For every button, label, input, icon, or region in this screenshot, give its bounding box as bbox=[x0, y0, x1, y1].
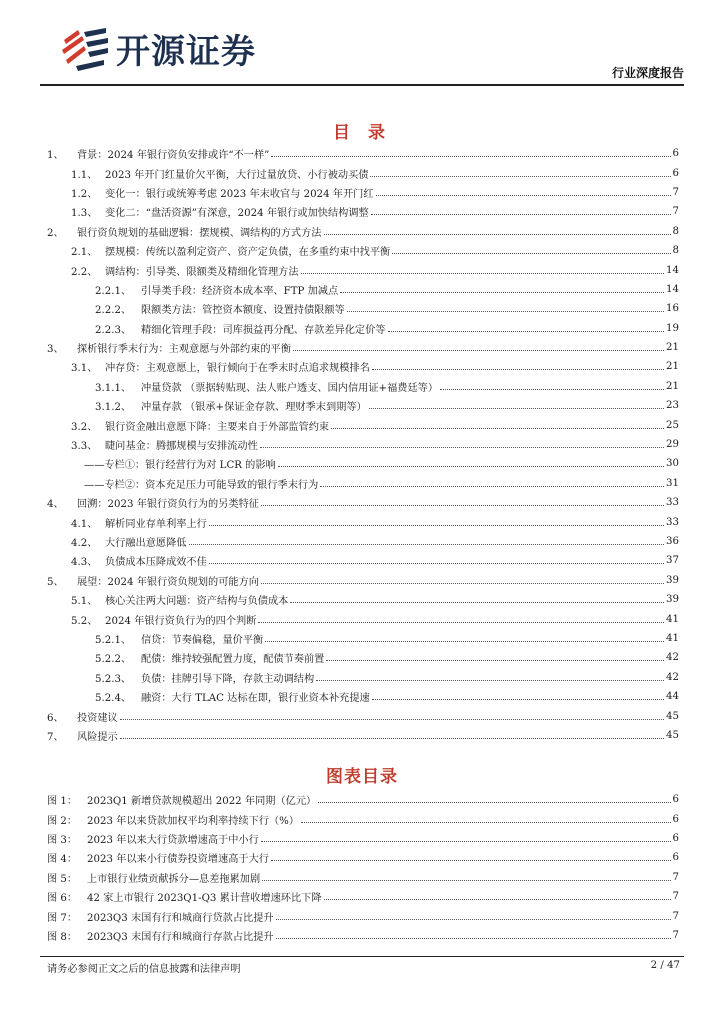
entry-number: 3.1.2、 bbox=[95, 402, 132, 414]
entry-number: 2.2.2、 bbox=[95, 305, 132, 317]
entry-label: 银行经营行为对 LCR 的影响 bbox=[145, 460, 276, 472]
toc-entry[interactable] bbox=[47, 687, 679, 706]
entry-page-number: 8 bbox=[672, 225, 679, 237]
entry-page-number: 42 bbox=[666, 652, 679, 664]
dot-leader bbox=[369, 408, 664, 409]
entry-page-number: 19 bbox=[666, 322, 679, 334]
entry-label: 银行资金融出意愿下降：主要来自于外部监管约束 bbox=[105, 421, 330, 433]
entry-label: 大行融出意愿降低 bbox=[105, 538, 187, 549]
dot-leader bbox=[392, 253, 670, 254]
toc-entry[interactable] bbox=[47, 357, 679, 376]
toc-entry[interactable] bbox=[47, 590, 679, 609]
figure-entry[interactable] bbox=[47, 906, 679, 925]
entry-page-number: 8 bbox=[672, 245, 679, 257]
entry-number: 1.3、 bbox=[71, 208, 98, 220]
toc-entry[interactable] bbox=[47, 222, 679, 241]
entry-page-number: 41 bbox=[666, 632, 679, 644]
entry-page-number: 16 bbox=[666, 303, 679, 315]
entry-number: 图 4： bbox=[47, 854, 78, 866]
entry-label: 睫问基金：腾挪规模与安排流动性 bbox=[105, 441, 258, 453]
entry-label: 融资：大行 TLAC 达标在即，银行业资本补充提速 bbox=[141, 693, 370, 705]
toc-entry[interactable] bbox=[47, 648, 679, 667]
dot-leader bbox=[278, 466, 664, 467]
figure-entry[interactable] bbox=[47, 829, 679, 848]
entry-page-number: 6 bbox=[672, 794, 679, 806]
entry-label: 2023 年开门红量价欠平衡，大行过量放贷、小行被动买债 bbox=[105, 169, 369, 181]
entry-page-number: 14 bbox=[666, 283, 679, 295]
toc-entry[interactable] bbox=[47, 706, 679, 725]
dot-leader bbox=[440, 389, 664, 390]
entry-label: 2023 年以来大行贷款增速高于中小行 bbox=[87, 834, 259, 846]
entry-page-number: 39 bbox=[666, 594, 679, 606]
entry-number: 2.2、 bbox=[71, 266, 98, 278]
toc-entry[interactable] bbox=[47, 474, 679, 493]
entry-number: 2.2.3、 bbox=[95, 324, 132, 336]
entry-number: 3.3、 bbox=[71, 441, 98, 453]
dot-leader bbox=[290, 602, 664, 603]
figure-entry[interactable] bbox=[47, 887, 679, 906]
entry-page-number: 37 bbox=[666, 555, 679, 567]
entry-page-number: 6 bbox=[672, 148, 679, 160]
brand-logo bbox=[56, 24, 256, 73]
entry-page-number: 29 bbox=[666, 439, 679, 451]
entry-page-number: 25 bbox=[666, 419, 679, 431]
dot-leader bbox=[370, 176, 670, 177]
entry-number: 5.1、 bbox=[71, 596, 98, 608]
dot-leader bbox=[265, 641, 664, 642]
entry-number: 1、 bbox=[47, 150, 64, 162]
entry-page-number: 21 bbox=[666, 380, 679, 392]
dot-leader bbox=[262, 880, 670, 881]
toc-entry[interactable] bbox=[47, 202, 679, 221]
entry-number: 4.3、 bbox=[71, 557, 98, 569]
figure-entry[interactable] bbox=[47, 848, 679, 867]
toc-entry[interactable] bbox=[47, 726, 679, 745]
entry-number: 图 7： bbox=[47, 912, 78, 924]
entry-number: 4.1、 bbox=[71, 518, 98, 530]
entry-label: 背景：2024 年银行资负安排或许“不一样” bbox=[77, 150, 270, 162]
entry-label: 2023 年以来小行债券投资增速高于大行 bbox=[87, 854, 269, 866]
entry-label: 变化二：“盘活资源”有深意，2024 年银行或加快结构调整 bbox=[105, 208, 369, 220]
dot-leader bbox=[120, 738, 664, 739]
entry-number: 图 8： bbox=[47, 931, 78, 943]
dot-leader bbox=[326, 660, 664, 661]
dot-leader bbox=[120, 719, 664, 720]
toc-entry[interactable] bbox=[47, 551, 679, 570]
entry-page-number: 6 bbox=[672, 852, 679, 864]
toc-entry[interactable] bbox=[47, 668, 679, 687]
page-header bbox=[40, 18, 684, 88]
dot-leader bbox=[324, 899, 671, 900]
dot-leader bbox=[372, 369, 664, 370]
figure-entry[interactable] bbox=[47, 790, 679, 809]
entry-label: 上市银行业绩贡献拆分—息差拖累加剧 bbox=[87, 873, 261, 885]
entry-page-number: 41 bbox=[666, 613, 679, 625]
entry-page-number: 7 bbox=[672, 910, 679, 922]
entry-page-number: 7 bbox=[672, 891, 679, 903]
dot-leader bbox=[189, 544, 665, 545]
footer-divider bbox=[40, 956, 684, 957]
dot-leader bbox=[258, 622, 664, 623]
dot-leader bbox=[261, 505, 664, 506]
dot-leader bbox=[324, 234, 671, 235]
figure-entry[interactable] bbox=[47, 926, 679, 945]
dot-leader bbox=[316, 680, 664, 681]
footer-disclaimer: 请务必参阅正文之后的信息披露和法律声明 bbox=[47, 964, 241, 975]
entry-label: 探析银行季末行为：主观意愿与外部约束的平衡 bbox=[77, 344, 291, 356]
toc-entry[interactable] bbox=[47, 396, 679, 415]
entry-page-number: 30 bbox=[666, 458, 679, 470]
toc-entry[interactable] bbox=[47, 260, 679, 279]
toc-entry[interactable] bbox=[47, 280, 679, 299]
dot-leader bbox=[209, 563, 664, 564]
entry-number: 3.1.1、 bbox=[95, 382, 132, 394]
entry-page-number: 14 bbox=[666, 264, 679, 276]
entry-label: 展望：2024 年银行资负规划的可能方向 bbox=[77, 576, 259, 588]
entry-label: 信贷：节奏偏稳，量价平衡 bbox=[141, 634, 264, 646]
entry-number: 图 2： bbox=[47, 815, 78, 827]
entry-number: 6、 bbox=[47, 712, 64, 724]
entry-label: 冲存贷：主观意愿上，银行倾向于在季末时点追求规模排名 bbox=[105, 363, 370, 375]
dot-leader bbox=[276, 938, 671, 939]
dot-leader bbox=[340, 292, 664, 293]
entry-page-number: 33 bbox=[666, 497, 679, 509]
entry-label: 冲量贷款 （票据转贴现、法人账户透支、国内信用证+福费廷等） bbox=[141, 382, 439, 394]
entry-number: 图 3： bbox=[47, 834, 78, 846]
entry-number: 图 5： bbox=[47, 873, 78, 885]
entry-page-number: 7 bbox=[672, 871, 679, 883]
entry-page-number: 7 bbox=[672, 929, 679, 941]
toc-entry[interactable] bbox=[47, 512, 679, 531]
toc-entry[interactable] bbox=[47, 435, 679, 454]
entry-label: 投资建议 bbox=[77, 712, 118, 724]
dot-leader bbox=[388, 331, 665, 332]
figure-entry[interactable] bbox=[47, 868, 679, 887]
entry-number: 2.1、 bbox=[71, 247, 98, 259]
entry-page-number: 31 bbox=[666, 477, 679, 489]
figure-list-title: 图表目录 bbox=[326, 767, 398, 787]
entry-label: 回溯：2023 年银行资负行为的另类特征 bbox=[77, 499, 259, 511]
entry-page-number: 7 bbox=[672, 186, 679, 198]
entry-label: 42 家上市银行 2023Q1-Q3 累计营收增速环比下降 bbox=[87, 893, 322, 905]
entry-page-number: 21 bbox=[666, 342, 679, 354]
report-type-label: 行业深度报告 bbox=[611, 66, 684, 80]
entry-number: ——专栏②： bbox=[84, 479, 146, 491]
toc-entry[interactable] bbox=[47, 377, 679, 396]
toc-entry[interactable] bbox=[47, 299, 679, 318]
entry-label: 引导类手段：经济资本成本率、FTP 加减点 bbox=[141, 285, 339, 297]
entry-page-number: 45 bbox=[666, 729, 679, 741]
entry-label: 解析同业存单利率上行 bbox=[105, 518, 207, 530]
entry-number: 3.1、 bbox=[71, 363, 98, 375]
entry-number: 2、 bbox=[47, 227, 64, 239]
figure-entry[interactable] bbox=[47, 809, 679, 828]
entry-number: 1.1、 bbox=[71, 169, 98, 181]
dot-leader bbox=[372, 699, 664, 700]
dot-leader bbox=[261, 583, 664, 584]
dot-leader bbox=[331, 428, 664, 429]
dot-leader bbox=[260, 447, 664, 448]
dot-leader bbox=[261, 841, 671, 842]
entry-label: 冲量存款 （银承+保证金存款、理财季末到期等） bbox=[141, 402, 367, 414]
entry-number: 5.2.3、 bbox=[95, 673, 132, 685]
toc-entry[interactable] bbox=[47, 163, 679, 182]
entry-number: 图 1： bbox=[47, 796, 78, 808]
entry-label: 负债：挂牌引导下降，存款主动调结构 bbox=[141, 673, 315, 685]
toc-entry[interactable] bbox=[47, 319, 679, 338]
entry-page-number: 33 bbox=[666, 516, 679, 528]
entry-page-number: 6 bbox=[672, 813, 679, 825]
entry-number: 3.2、 bbox=[71, 421, 98, 433]
entry-label: 2023Q3 末国有行和城商行贷款占比提升 bbox=[87, 912, 274, 924]
page-indicator: 2 / 47 bbox=[650, 960, 680, 971]
entry-label: 银行资负规划的基础逻辑：摆规模、调结构的方式方法 bbox=[77, 227, 322, 239]
toc-entry[interactable] bbox=[47, 493, 679, 512]
entry-label: 限额类方法：管控资本额度、设置持债限额等 bbox=[141, 305, 345, 317]
toc-entry[interactable] bbox=[47, 454, 679, 473]
dot-leader bbox=[318, 802, 670, 803]
toc-entry[interactable] bbox=[47, 532, 679, 551]
entry-label: 2023Q1 新增贷款规模超出 2022 年同期（亿元） bbox=[87, 796, 317, 808]
toc-entry[interactable] bbox=[47, 338, 679, 357]
entry-page-number: 6 bbox=[672, 167, 679, 179]
entry-number: ——专栏①： bbox=[84, 460, 146, 472]
entry-number: 3、 bbox=[47, 344, 64, 356]
entry-page-number: 44 bbox=[666, 691, 679, 703]
dot-leader bbox=[209, 525, 664, 526]
header-divider bbox=[40, 84, 684, 86]
dot-leader bbox=[301, 273, 664, 274]
entry-label: 2023Q3 末国有行和城商行存款占比提升 bbox=[87, 931, 274, 943]
entry-number: 5.2、 bbox=[71, 615, 98, 627]
entry-number: 5.2.2、 bbox=[95, 654, 132, 666]
toc-entry[interactable] bbox=[47, 629, 679, 648]
entry-number: 7、 bbox=[47, 731, 64, 743]
entry-number: 5.2.4、 bbox=[95, 693, 132, 705]
dot-leader bbox=[376, 195, 671, 196]
dot-leader bbox=[301, 822, 670, 823]
entry-page-number: 7 bbox=[672, 206, 679, 218]
toc-entry[interactable] bbox=[47, 571, 679, 590]
dot-leader bbox=[276, 919, 671, 920]
entry-label: 风险提示 bbox=[77, 731, 118, 743]
entry-label: 摆规模：传统以盈利定资产、资产定负债，在多重约束中找平衡 bbox=[105, 247, 391, 259]
entry-label: 精细化管理手段：司库损益再分配、存款差异化定价等 bbox=[141, 324, 386, 336]
entry-number: 图 6： bbox=[47, 893, 78, 905]
entry-number: 2.2.1、 bbox=[95, 285, 132, 297]
toc-entry[interactable] bbox=[47, 609, 679, 628]
toc-entry[interactable] bbox=[47, 144, 679, 163]
entry-page-number: 42 bbox=[666, 671, 679, 683]
dot-leader bbox=[371, 214, 671, 215]
toc-title: 目 录 bbox=[333, 123, 391, 143]
toc-entry[interactable] bbox=[47, 415, 679, 434]
figure-list bbox=[47, 790, 679, 945]
entry-page-number: 45 bbox=[666, 710, 679, 722]
entry-label: 变化一：银行或统筹考虑 2023 年末收官与 2024 年开门红 bbox=[105, 188, 374, 200]
dot-leader bbox=[293, 350, 664, 351]
entry-number: 4、 bbox=[47, 499, 64, 511]
entry-label: 资本充足压力可能导致的银行季末行为 bbox=[145, 479, 319, 491]
dot-leader bbox=[271, 860, 671, 861]
brand-mark-icon bbox=[56, 26, 110, 72]
dot-leader bbox=[347, 311, 664, 312]
entry-label: 核心关注两大问题：资产结构与负债成本 bbox=[105, 596, 289, 608]
brand-name: 开源证券 bbox=[116, 32, 256, 72]
entry-number: 5、 bbox=[47, 576, 64, 588]
toc-entry[interactable] bbox=[47, 241, 679, 260]
entry-number: 4.2、 bbox=[71, 538, 98, 549]
dot-leader bbox=[271, 156, 670, 157]
entry-page-number: 36 bbox=[666, 536, 679, 547]
entry-label: 2023 年以来贷款加权平均利率持续下行（%） bbox=[87, 815, 300, 827]
toc-list bbox=[47, 144, 679, 745]
entry-page-number: 23 bbox=[666, 400, 679, 412]
entry-page-number: 6 bbox=[672, 832, 679, 844]
entry-label: 2024 年银行资负行为的四个判断 bbox=[105, 615, 257, 627]
entry-label: 配债：维持较强配置力度，配债节奏前置 bbox=[141, 654, 325, 666]
entry-number: 1.2、 bbox=[71, 188, 98, 200]
toc-entry[interactable] bbox=[47, 183, 679, 202]
entry-label: 调结构：引导类、限额类及精细化管理方法 bbox=[105, 266, 299, 278]
dot-leader bbox=[320, 486, 664, 487]
entry-number: 5.2.1、 bbox=[95, 634, 132, 646]
entry-page-number: 39 bbox=[666, 574, 679, 586]
entry-label: 负债成本压降成效不佳 bbox=[105, 557, 207, 569]
entry-page-number: 21 bbox=[666, 361, 679, 373]
